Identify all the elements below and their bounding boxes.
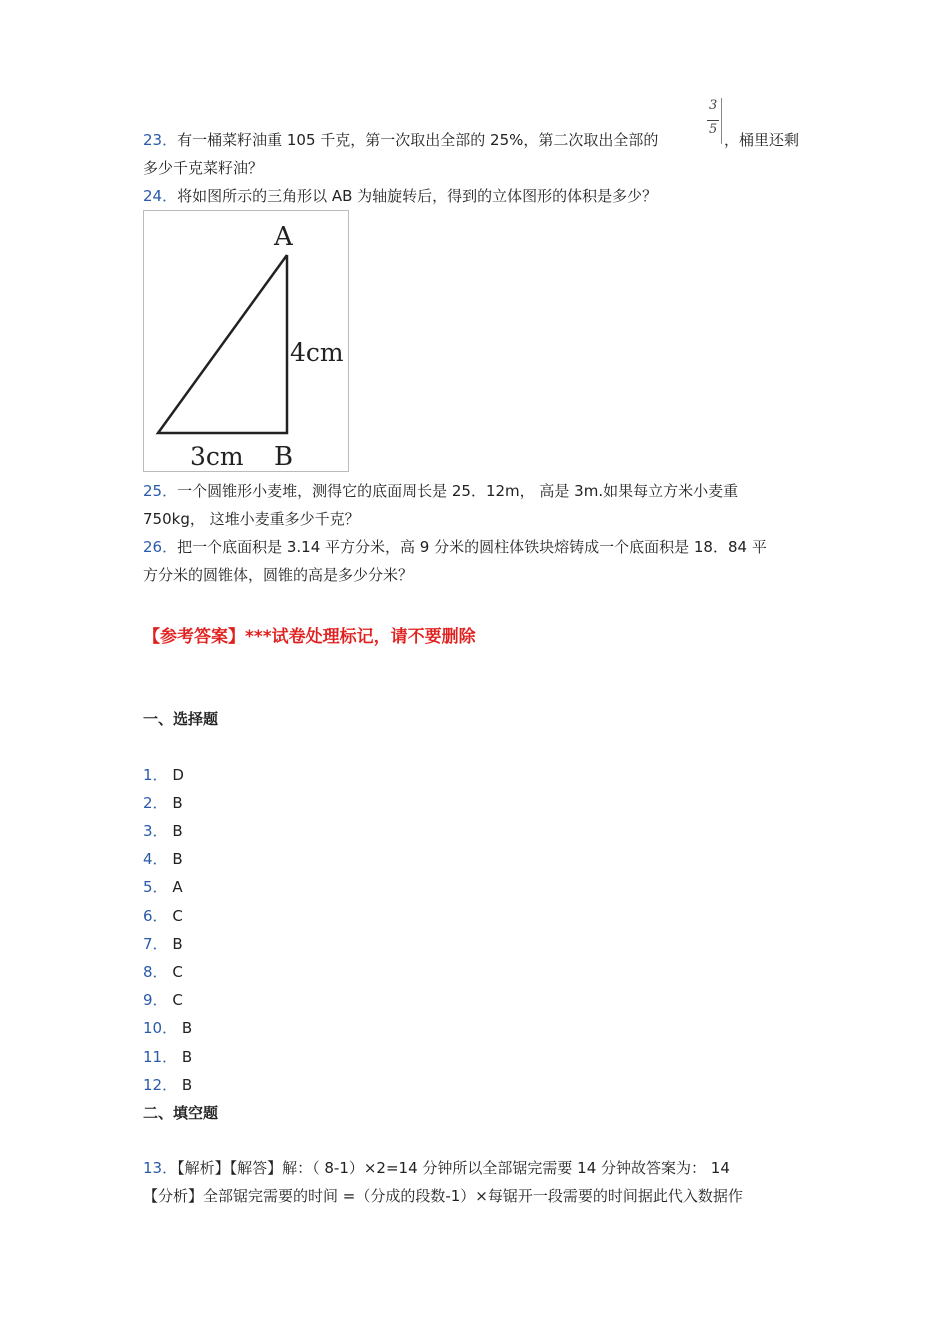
list-item (143, 1075, 192, 1095)
answer-number: 5． (143, 878, 168, 896)
fraction-bar (707, 120, 719, 121)
answer-value: B (172, 850, 183, 868)
height-label: 4cm (290, 338, 344, 367)
section-title-choice: 一、选择题 (143, 710, 219, 728)
fraction-three-fifths (706, 98, 722, 146)
question-text: 将如图所示的三角形以 AB 为轴旋转后，得到的立体图形的体积是多少？ (177, 187, 658, 205)
triangle-diagram (144, 211, 348, 471)
answer-number: 11． (143, 1048, 178, 1066)
answer-key-heading: 【参考答案】***试卷处理标记，请不要删除 (143, 627, 476, 647)
question-23-line2: 多少千克菜籽油？ (143, 159, 264, 177)
answer-number: 1． (143, 766, 168, 784)
list-item (143, 990, 183, 1010)
list-item (143, 906, 183, 926)
question-text: 把一个底面积是 3.14 平方分米，高 9 分米的圆柱体铁块熔铸成一个底面积是 18．84 平 (177, 538, 767, 556)
question-number: 25． (143, 482, 178, 500)
answer-value: C (172, 907, 183, 925)
answer-value: C (172, 963, 183, 981)
answer-number: 10． (143, 1019, 178, 1037)
section-title-fill-blank: 二、填空题 (143, 1104, 219, 1122)
answer-value: B (181, 1076, 193, 1094)
list-item (143, 1047, 192, 1067)
list-item (143, 849, 183, 869)
question-number: 13． (143, 1159, 178, 1177)
answer-number: 4． (143, 850, 168, 868)
question-26-line1 (143, 537, 767, 557)
answer-13-line2: 【分析】全部锯完需要的时间 =（分成的段数-1）×每锯开一段需要的时间据此代入数据作 (143, 1187, 743, 1205)
answer-number: 12． (143, 1076, 178, 1094)
fraction-numerator: 3 (709, 98, 718, 113)
answer-value: C (172, 991, 183, 1009)
question-26-line2: 方分米的圆锥体，圆锥的高是多少分米？ (143, 566, 414, 584)
vertex-a-label: A (274, 222, 293, 252)
answer-value: B (172, 935, 183, 953)
list-item (143, 1018, 192, 1038)
answer-value: A (172, 878, 183, 896)
fraction-rule (721, 98, 722, 144)
question-23-line1 (143, 130, 658, 150)
answer-value: B (172, 822, 183, 840)
triangle-figure (143, 210, 349, 472)
answer-number: 2． (143, 794, 168, 812)
answer-number: 7． (143, 935, 168, 953)
question-text: 一个圆锥形小麦堆，测得它的底面周长是 25．12m， 高是 3m.如果每立方米小麦重 (177, 482, 739, 500)
answer-value: D (172, 766, 184, 784)
question-number: 24． (143, 187, 178, 205)
list-item (143, 765, 184, 785)
answer-13-text: 【解析】【解答】解：（ 8-1）×2=14 分钟所以全部锯完需要 14 分钟故答案为： 14 (177, 1159, 730, 1177)
answer-value: B (181, 1019, 193, 1037)
question-number: 26． (143, 538, 178, 556)
question-number: 23． (143, 131, 178, 149)
list-item (143, 934, 183, 954)
base-label: 3cm (190, 442, 244, 471)
answer-number: 6． (143, 907, 168, 925)
answer-value: B (172, 794, 183, 812)
answer-13-line1 (143, 1158, 730, 1178)
question-24 (143, 186, 657, 206)
fraction-denominator: 5 (709, 122, 718, 137)
answer-value: B (181, 1048, 193, 1066)
answer-number: 8． (143, 963, 168, 981)
question-text: 有一桶菜籽油重 105 千克，第一次取出全部的 25%，第二次取出全部的 (177, 131, 659, 149)
vertex-b-label: B (274, 442, 294, 471)
list-item (143, 877, 183, 897)
question-25-line2: 750kg， 这堆小麦重多少千克？ (143, 510, 360, 528)
answer-number: 3． (143, 822, 168, 840)
triangle-outline (158, 255, 287, 433)
answer-number: 9． (143, 991, 168, 1009)
question-25-line1 (143, 481, 738, 501)
list-item (143, 821, 183, 841)
list-item (143, 962, 183, 982)
list-item (143, 793, 183, 813)
question-23-line1-tail: ，桶里还剩 (724, 131, 800, 149)
